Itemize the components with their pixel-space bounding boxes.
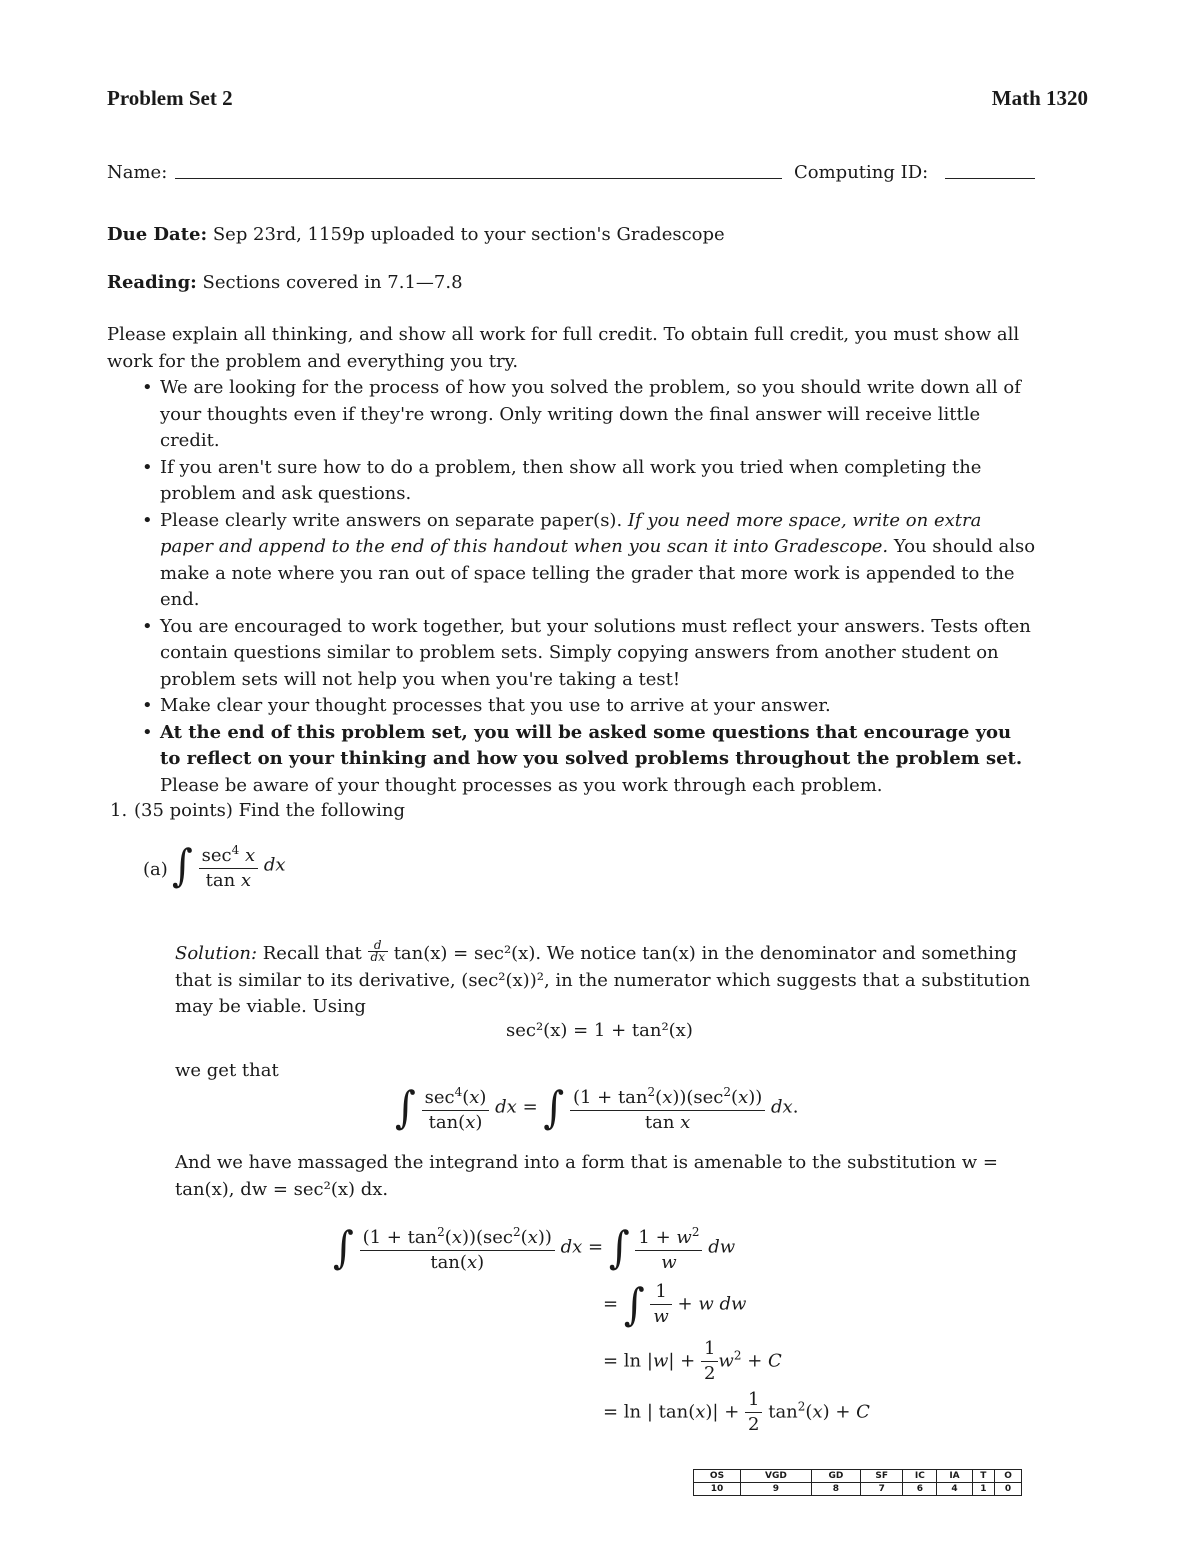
rubric-table — [693, 1469, 1022, 1496]
list-item-text: Please clearly write answers on separate paper(s). — [160, 509, 628, 531]
rubric-header-cell: O — [995, 1470, 1022, 1483]
derivation-line-2: = ∫ $\frac{1}{w}$ + w dw — [603, 1279, 747, 1330]
list-item-text: You should also make a note where you ran out of space telling the grader that more work is appended to the end. — [160, 536, 1036, 610]
rubric-value-cell: 8 — [811, 1483, 860, 1496]
derivation-line-4: = ln | tan(x)| + $\frac{1}{2}$ $\tan^2(x) + C$ — [603, 1389, 870, 1435]
solution-label: Solution: — [175, 943, 258, 964]
part-a-label: (a) — [143, 859, 168, 880]
rubric-value-cell: 0 — [995, 1483, 1022, 1496]
rubric-header-cell: T — [972, 1470, 995, 1483]
substitution-paragraph: And we have massaged the integrand into a form that is amenable to the substitution w = tan(x), dw = sec²(x) dx. — [175, 1152, 998, 1200]
rubric-header-cell: IC — [903, 1470, 937, 1483]
derivation-line-3: = ln |w| + $\frac{1}{2}$ $w^2 + C$ — [603, 1338, 782, 1384]
rubric-value-cell: 9 — [740, 1483, 811, 1496]
rubric-value-cell: 6 — [903, 1483, 937, 1496]
we-get-text: we get that — [175, 1060, 279, 1081]
instructions — [107, 322, 1037, 799]
solution-text: tan(x) = sec²(x). We notice tan(x) in the denominator and something that is similar to its derivative, (sec²(x))², in the numerator which suggests that a substitution may be viable. Using — [175, 943, 1031, 1017]
name-label: Name: — [107, 162, 168, 183]
course-name: Math 1320 — [991, 86, 1088, 110]
rubric-header-cell: VGD — [740, 1470, 811, 1483]
list-item — [107, 720, 1037, 800]
rubric-value-cell: 4 — [937, 1483, 972, 1496]
part-a-integral: ∫ $\frac{\sec^4 x}{\text{tan x}}$ dx — [172, 838, 286, 893]
rubric-header-cell: SF — [861, 1470, 903, 1483]
computing-id-label: Computing ID: — [794, 162, 929, 183]
integral-rewrite-equation: ∫ $\frac{\sec^4(x)}{\tan(x)}$ dx = ∫ $\frac{(1 + \tan^2(x))(\sec^2(x))}{\text{tan x}}$ dx. — [395, 1080, 798, 1135]
due-date-text: Sep 23rd, 1159p uploaded to your section's Gradescope — [207, 224, 725, 245]
intro-paragraph: Please explain all thinking, and show all work for full credit. To obtain full credit, you must show all work for the problem and everything you try. — [107, 324, 1020, 372]
list-item: • We are looking for the process of how you solved the problem, so you should write down all of your thoughts even if they're wrong. Only writing down the final answer will receive little credit. — [107, 375, 1037, 455]
reading — [107, 270, 463, 297]
reading-label: Reading: — [107, 272, 197, 293]
rubric-header-cell: OS — [694, 1470, 741, 1483]
list-item — [107, 508, 1037, 614]
due-date-label: Due Date: — [107, 224, 208, 245]
problem-number: 1. — [110, 800, 128, 821]
due-date — [107, 222, 725, 249]
computing-id-line — [945, 178, 1035, 179]
derivation-line-1: ∫ $\frac{(1 + \tan^2(x))(\sec^2(x))}{\tan(x)}$ dx = ∫ $\frac{1 + w^2}{w}$ dw — [333, 1220, 735, 1275]
reading-text: Sections covered in 7.1—7.8 — [196, 272, 463, 293]
problem-text: (35 points) Find the following — [134, 800, 405, 821]
rubric-header-row — [694, 1470, 1022, 1483]
list-item: • You are encouraged to work together, but your solutions must reflect your answers. Tests often contain questions similar to problem sets. Simply copying answers from another student on problem sets will not help you when you're taking a test! — [107, 614, 1037, 694]
rubric-value-cell: 10 — [694, 1483, 741, 1496]
rubric-value-cell: 7 — [861, 1483, 903, 1496]
rubric-value-row — [694, 1483, 1022, 1496]
rubric-value-cell: 1 — [972, 1483, 995, 1496]
solution-paragraph — [175, 940, 1037, 1021]
rubric-header-cell: IA — [937, 1470, 972, 1483]
identity-equation: sec²(x) = 1 + tan²(x) — [506, 1020, 693, 1041]
solution-text: Recall that — [257, 943, 368, 964]
rubric-header-cell: GD — [811, 1470, 860, 1483]
problem-set-title: Problem Set 2 — [107, 86, 233, 110]
name-line — [175, 178, 782, 179]
instruction-list — [107, 375, 1037, 799]
list-item-italic: If you need more space, write on extra paper and append to the end of this handout when you scan it into Gradescope. — [160, 509, 982, 557]
list-item-bold: At the end of this problem set, you will be asked some questions that encourage you to reflect on your thinking and how you solved problems throughout the problem set. — [160, 721, 1023, 769]
list-item-text: Please be aware of your thought processes as you work through each problem. — [160, 774, 883, 796]
list-item: • Make clear your thought processes that you use to arrive at your answer. — [107, 693, 1037, 720]
derivative-operator: $\frac{d}{dx}$ — [368, 940, 388, 963]
list-item: • If you aren't sure how to do a problem, then show all work you tried when completing the problem and ask questions. — [107, 455, 1037, 508]
